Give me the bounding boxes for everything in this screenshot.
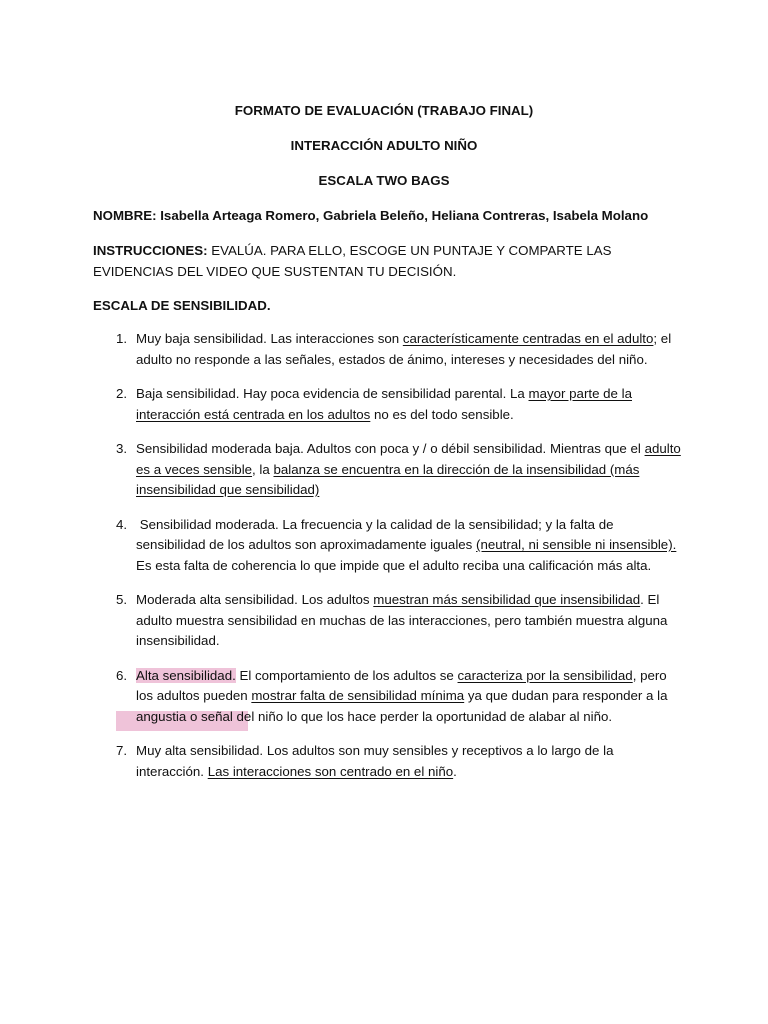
item-text: Sensibilidad moderada. La frecuencia y la calidad de la sensibilidad; y la falta de sensibilidad de los adultos son aproximadamente iguales (neutral, ni sensible ni insensible). Es esta falta de coherencia lo que impide que el adulto reciba una calificación más alta. xyxy=(136,516,677,573)
item-text: Alta sensibilidad. El comportamiento de los adultos se caracteriza por la sensibilidad, pero los adultos pueden mostrar falta de sensibilidad mínima ya que dudan para responder a la angustia o señal del niño lo que los hace perder la oportunidad de alabar al niño. xyxy=(136,667,668,724)
list-item xyxy=(93,666,683,728)
list-item xyxy=(93,590,683,652)
item-number: 1. xyxy=(116,331,128,346)
instructions-label: INSTRUCCIONES: xyxy=(93,243,208,258)
item-number: 4. xyxy=(116,516,128,532)
document-title: FORMATO DE EVALUACIÓN (TRABAJO FINAL) xyxy=(234,103,534,118)
item-number: 5. xyxy=(116,592,128,607)
subtitle-scale: ESCALA TWO BAGS xyxy=(318,173,450,188)
item-number: 6. xyxy=(116,667,128,683)
item-number: 7. xyxy=(116,743,128,758)
list-item xyxy=(93,515,683,577)
underlined-text: balanza se encuentra en la dirección de la insensibilidad (más insensibilidad que sensibilidad) xyxy=(136,461,640,497)
underlined-text: Las interacciones son centrado en el niño xyxy=(207,763,454,779)
instructions-text: EVALÚA. PARA ELLO, ESCOGE UN PUNTAJE Y COMPARTE LAS EVIDENCIAS DEL VIDEO QUE SUSTENTAN TU DECISIÓN. xyxy=(93,243,612,279)
names-value: Isabella Arteaga Romero, Gabriela Beleño, Heliana Contreras, Isabela Molano xyxy=(156,208,649,223)
list-item xyxy=(93,439,683,501)
item-number: 3. xyxy=(116,441,128,456)
underlined-text: adulto es a veces sensible xyxy=(136,441,681,477)
names-line xyxy=(93,206,713,227)
scale-title: ESCALA DE SENSIBILIDAD. xyxy=(93,298,271,313)
item-text: Muy alta sensibilidad. Los adultos son muy sensibles y receptivos a lo largo de la interacción. Las interacciones son centrado en el niño. xyxy=(136,743,614,779)
list-item xyxy=(93,741,683,782)
sensitivity-scale-list xyxy=(93,329,683,782)
item-text: Moderada alta sensibilidad. Los adultos muestran más sensibilidad que insensibilidad. El adulto muestra sensibilidad en muchas de las interacciones, pero también muestra alguna insensibilidad. xyxy=(136,592,668,648)
underlined-text: muestran más sensibilidad que insensibilidad xyxy=(373,592,641,607)
underlined-text: caracteriza por la sensibilidad xyxy=(457,667,633,683)
subtitle-interaction: INTERACCIÓN ADULTO NIÑO xyxy=(290,138,478,153)
item-text: Sensibilidad moderada baja. Adultos con poca y / o débil sensibilidad. Mientras que el adulto es a veces sensible, la balanza se encuentra en la dirección de la insensibilidad (más insensibilidad que sensibilidad) xyxy=(136,441,681,497)
highlighted-text: Alta sensibilidad. xyxy=(136,667,236,683)
list-item xyxy=(93,329,683,370)
underlined-text: (neutral, ni sensible ni insensible). xyxy=(476,537,677,552)
item-number: 2. xyxy=(116,386,128,401)
underlined-text: mostrar falta de sensibilidad mínima xyxy=(251,688,465,703)
item-text: Muy baja sensibilidad. Las interacciones son característicamente centradas en el adulto; el adulto no responde a las señales, estados de ánimo, intereses y necesidades del niño. xyxy=(136,331,672,367)
list-item xyxy=(93,384,683,425)
names-label: NOMBRE: xyxy=(93,208,157,223)
item-text: Baja sensibilidad. Hay poca evidencia de sensibilidad parental. La mayor parte de la interacción está centrada en los adultos no es del todo sensible. xyxy=(136,386,632,422)
instructions xyxy=(93,241,683,282)
underlined-text: mayor parte de la interacción está centrada en los adultos xyxy=(136,386,632,422)
underlined-text: característicamente centradas en el adulto xyxy=(402,331,654,346)
